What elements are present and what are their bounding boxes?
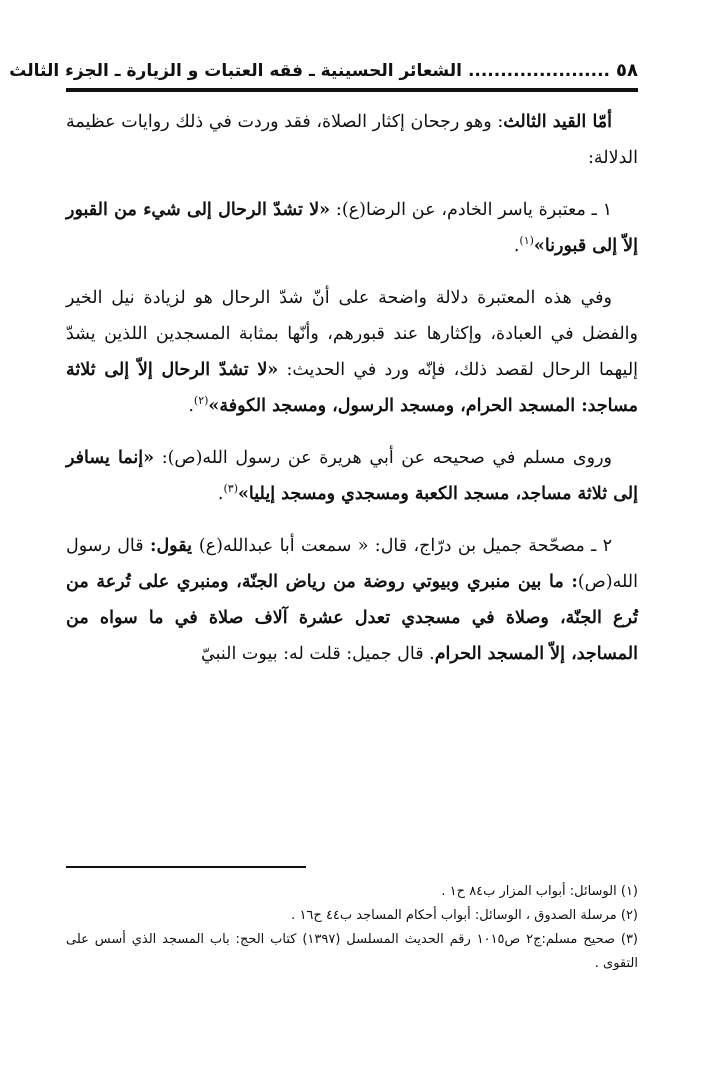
paragraph-text: وفي هذه المعتبرة دلالة واضحة على أنّ شدّ الرحال هو لزيادة نيل الخير والفضل في العبادة، وإكثارها عند قبورهم، وأنّها بمثابة المسجدين اللذين يشدّ إليهما الرحال لقصد ذلك، فإنّه ورد في الحديث: xyxy=(66,288,639,380)
footnote-1: (١) الوسائل: أبواب المزار ب٨٤ ح١ . xyxy=(441,884,638,899)
honorific-mark: (ص) xyxy=(167,448,203,468)
footnote-marker: (٣) xyxy=(223,482,238,496)
header-dots: ...................... xyxy=(467,61,611,81)
paragraph-text: . قال جميل: قلت له: بيوت النبيّ xyxy=(201,644,435,664)
paragraph-text: : xyxy=(330,200,342,220)
paragraph-text: ١ ـ معتبرة ياسر الخادم، عن الرضا xyxy=(365,200,612,220)
footnote-separator xyxy=(66,866,306,868)
paragraph-text: ٢ ـ مصحّحة جميل بن درّاج، قال: « سمعت أبا عبدالله xyxy=(222,536,612,556)
footnote-3: (٣) صحيح مسلم:ج٢ ص١٠١٥ رقم الحديث المسلسل (١٣٩٧) كتاب الحج: باب المسجد الذي أسس على التقوى . xyxy=(66,932,638,971)
honorific-mark: (ع) xyxy=(198,536,223,556)
main-text xyxy=(66,104,638,672)
paragraph-1 xyxy=(66,104,638,176)
paragraph-text: . xyxy=(513,236,520,256)
lead-heading: أمّا القيد الثالث xyxy=(503,112,613,132)
says-word: يقول: xyxy=(150,536,199,556)
paragraph-2 xyxy=(66,192,638,264)
hadith-quote: «لا تشدّ الرحال إلاّ إلى ثلاثة مساجد: المسجد الحرام، ومسجد الرسول، ومسجد الكوفة» xyxy=(66,360,638,416)
footnote-2: (٢) مرسلة الصدوق ، الوسائل: أبواب أحكام المساجد ب٤٤ ح١٦ . xyxy=(291,908,638,923)
header-rule xyxy=(66,88,638,92)
hadith-quote: : ما بين منبري وبيوتي روضة من رياض الجنّة، ومنبري على تُرعة من تُرع الجنّة، وصلاة في مسجدي تعدل عشرة آلاف صلاة في ما سواه من المساجد، إلاّ المسجد الحرام xyxy=(66,572,638,664)
paragraph-text: قال رسول الله xyxy=(66,536,638,592)
footnote-marker: (٢) xyxy=(193,394,209,408)
paragraph-text: وروى مسلم في صحيحه عن أبي هريرة عن رسول الله xyxy=(202,448,612,468)
paragraph-text: . xyxy=(217,484,224,504)
honorific-mark: (ع) xyxy=(341,200,366,220)
paragraph-4 xyxy=(66,440,638,512)
honorific-mark: (ص) xyxy=(577,572,613,592)
footnote-marker: (١) xyxy=(519,234,534,248)
running-title: الشعائر الحسينية ـ فقه العتبات و الزيارة ـ الجزء الثالث xyxy=(9,61,462,81)
paragraph-text: : xyxy=(154,448,168,468)
paragraph-3 xyxy=(66,280,638,424)
hadith-quote: «إنما يسافر إلى ثلاثة مساجد، مسجد الكعبة ومسجدي ومسجد إيليا» xyxy=(66,448,638,504)
page-number: ٥٨ xyxy=(616,60,638,81)
running-header xyxy=(9,58,638,88)
paragraph-text: . xyxy=(188,396,194,416)
book-page xyxy=(9,58,639,1048)
hadith-quote: «لا تشدّ الرحال إلى شيء من القبور إلاّ إلى قبورنا» xyxy=(66,200,638,256)
footnotes xyxy=(66,880,638,976)
paragraph-5 xyxy=(66,528,638,672)
paragraph-text: : وهو رجحان إكثار الصلاة، فقد وردت في ذلك روايات عظيمة الدلالة: xyxy=(66,112,638,168)
